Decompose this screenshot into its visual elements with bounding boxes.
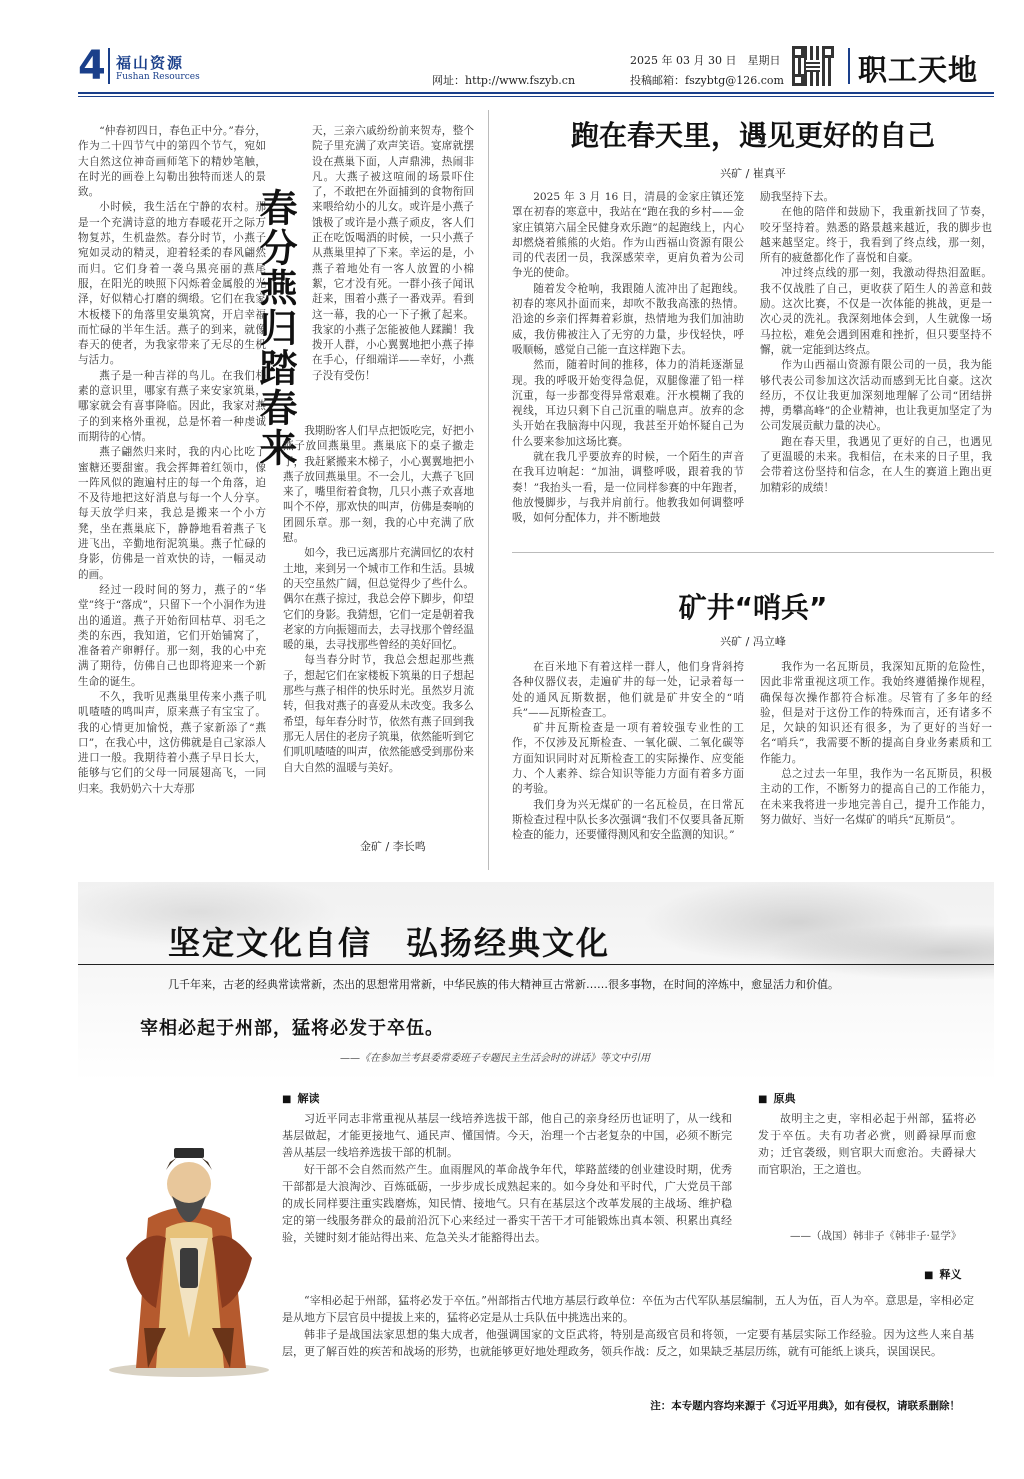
article3-paragraph: 矿井瓦斯检查是一项有着较强专业性的工作，不仅涉及瓦斯检查、一氧化碳、二氧化碳等方面知识同时对瓦斯检查工的实际操作、应变能力、个人素养、综合知识等能力方面有着多方面的考验。 — [512, 722, 744, 796]
article-divider — [512, 552, 994, 553]
article3-paragraph: 我们身为兴无煤矿的一名瓦检员，在日常瓦斯检查过程中队长多次强调“我们不仅要具备瓦斯检查的能力，还要懂得测风和安全监测的知识。” — [512, 798, 744, 842]
original-source: ——（战国）韩非子《韩非子·显学》 — [790, 1230, 962, 1242]
article3-title: 矿井“哨兵” — [678, 591, 828, 624]
article3-column2 — [760, 660, 992, 860]
paper-name: 福山资源 — [116, 54, 185, 72]
article2-column1 — [512, 190, 744, 535]
explain-text — [282, 1292, 974, 1360]
article2-author: 兴矿 / 崔真平 — [720, 167, 786, 180]
interpret-heading: ■ 解读 — [282, 1090, 319, 1106]
explain-heading: ■ 释义 — [924, 1266, 961, 1282]
article1-paragraph: 天，三亲六戚纷纷前来贺寿，整个院子里充满了欢声笑语。宴席就摆设在燕巢下面，人声鼎沸，热闹非凡。大燕子被这喧闹的场景吓住了，不敢把在外面捕到的食物衔回来喂给幼小的儿女。或许是小燕子饿极了或许是小燕子顽皮，客人们正在吃饭喝酒的时候，一只小燕子从燕巢里掉了下来。幸运的是，小燕子着地处有一客人放置的小棉絮，它才没有死。一群小孩子闻讯赶来，围着小燕子一番戏弄。看到这一幕，我的心一下子揪了起来。我家的小燕子怎能被他人蹂躏！我拨开人群，小心翼翼地把小燕子捧在手心，仔细端详——幸好，小燕子没有受伤！ — [312, 125, 474, 382]
article1-paragraph: “仲春初四日，春色正中分。”春分，作为二十四节气中的第四个节气，宛如大自然这位神奇画师笔下的精妙笔触，在时光的画卷上勾勒出独特而迷人的景致。 — [78, 125, 266, 199]
article1-paragraph: 我期盼客人们早点把饭吃完，好把小燕子放回燕巢里。燕巢底下的桌子撤走了，我赶紧搬来木梯子，小心翼翼地把小燕子放回燕巢里。不一会儿，大燕子飞回来了，嘴里衔着食物，几只小燕子欢喜地叫个不停，那欢快的叫声，仿佛是奏响的团圆乐章。那一刻，我的心中充满了欣慰。 — [283, 425, 474, 545]
feature-quote: 宰相必起于州部，猛将必发于卒伍。 — [140, 1018, 444, 1039]
article3-column1 — [512, 660, 744, 860]
article1-paragraph: 不久，我听见燕巢里传来小燕子叽叽喳喳的鸣叫声，原来燕子有宝宝了。我的心情更加愉悦，燕子家新添了“燕口”，在我心中，这仿佛就是自己家添人进口一般。我期待着小燕子早日长大，能够与它们的父母一同展翅高飞，一同归来。我奶奶六十大寿那 — [78, 690, 266, 795]
column-divider — [488, 110, 489, 870]
article2-paragraph: 励我坚持下去。 — [760, 191, 835, 203]
article1-paragraph: 燕子是一种吉祥的鸟儿。在我们朴素的意识里，哪家有燕子来安家筑巢，哪家就会有喜事降临。因此，我家对燕子的到来格外重视，总是怀着一种虔诚而期待的心情。 — [78, 369, 266, 443]
article3-paragraph: 在百米地下有着这样一群人，他们身背斜挎各种仪器仪表，走遍矿井的每一处，记录着每一处的通风瓦斯数据，他们就是矿井安全的“哨兵”——瓦斯检查工。 — [512, 661, 744, 719]
interpret-paragraph: 好干部不会自然而然产生。血雨腥风的革命战争年代，筚路蓝缕的创业建设时期，优秀干部都是大浪淘沙、百炼砥砺，一步步成长成熟起来的。如今身处和平时代，广大党员干部的成长同样要注重实践磨炼，知民情、接地气。只有在基层这个改革发展的主战场、维护稳定的第一线服务群众的最前沿沉下心来经过一番实干苦干才可能锻炼出真本领、积累出真经验，关键时刻才能站得出来、危急关头才能豁得出去。 — [282, 1163, 732, 1244]
scholar-figure-illustration — [96, 1078, 282, 1378]
article1-column2-top — [312, 124, 474, 424]
section-title: 职工天地 — [858, 53, 979, 87]
article2-paragraph: 跑在春天里，我遇见了更好的自己，也遇见了更温暖的未来。我相信，在未来的日子里，我会带着这份坚持和信念，在人生的赛道上跑出更加精彩的成绩！ — [760, 435, 992, 494]
article2-paragraph: 冲过终点线的那一刻，我激动得热泪盈眶。我不仅战胜了自己，更收获了陌生人的善意和鼓励。这次比赛，不仅是一次体能的挑战，更是一次心灵的洗礼。我深刻地体会到，人生就像一场马拉松，难免会遇到困难和挫折，但只要坚持不懈，就一定能到达终点。 — [760, 267, 992, 356]
article3-author: 兴矿 / 冯立峰 — [720, 635, 786, 648]
article2-paragraph: 然而，随着时间的推移，体力的消耗逐渐显现。我的呼吸开始变得急促，双腿像灌了铅一样沉重，每一步都变得异常艰难。汗水模糊了我的视线，耳边只剩下自己沉重的喘息声。放弃的念头开始在我脑海中闪现，我甚至开始怀疑自己为什么要来参加这场比赛。 — [512, 359, 744, 448]
original-paragraph: 故明主之吏，宰相必起于州部，猛将必发于卒伍。夫有功者必赏，则爵禄厚而愈劝；迁官袭级，则官职大而愈治。夫爵禄大而官职治，王之道也。 — [758, 1112, 976, 1176]
qr-code-icon — [792, 46, 834, 86]
page-number-divider — [108, 48, 110, 84]
explain-paragraph: 韩非子是战国法家思想的集大成者，他强调国家的文臣武将，特别是高级官员和将领，一定要有基层实际工作经验。因为这些人来自基层，更了解百姓的疾苦和战场的形势，也就能够更好地处理政务，领兵作战：反之，如果缺乏基层历练，就有可能纸上谈兵，误国误民。 — [282, 1328, 974, 1358]
article1-paragraph: 燕子翩然归来时，我的内心比吃了蜜糖还要甜蜜。我会挥舞着红领巾，像一阵风似的跑遍村庄的每一个角落，迫不及待地把这好消息与每一个人分享。每天放学归来，我总是搬来一个小方凳，坐在燕巢底下，静静地看着燕子飞进飞出，辛勤地衔泥筑巢。燕子忙碌的身影，仿佛是一首欢快的诗，一幅灵动的画。 — [78, 446, 266, 581]
article3-paragraph: 我作为一名瓦斯员，我深知瓦斯的危险性，因此非常重视这项工作。我始终遵循操作规程，确保每次操作都符合标准。尽管有了多年的经验，但是对于这份工作的特殊而言，还有诸多不足，欠缺的知识还有很多，为了更好的当好一名“哨兵”，我需要不断的提高自身业务素质和工作能力。 — [760, 661, 992, 765]
original-heading: ■ 原典 — [758, 1090, 795, 1106]
email: 投稿邮箱：fszybtg@126.com — [630, 74, 784, 87]
masthead — [78, 43, 994, 92]
article1-column2-bottom — [283, 424, 474, 834]
article1-paragraph: 每当春分时节，我总会想起那些燕子，想起它们在家楼板下筑巢的日子想起那些与燕子相伴的快乐时光。虽然岁月流转，但我对燕子的喜爱从未改变。我多么希望，每年春分时节，依然有燕子回到我那无人居住的老房子筑巢，依然能听到它们叽叽喳喳的叫声，依然能感受到那份来自大自然的温暖与美好。 — [283, 654, 474, 774]
article2-column2 — [760, 190, 992, 535]
article2-paragraph: 随着发令枪响，我跟随人流冲出了起跑线。初春的寒风扑面而来，却吹不散我高涨的热情。沿途的乡亲们挥舞着彩旗，热情地为我们加油助威，我仿佛被注入了无穷的力量，步伐轻快，呼吸顺畅，感觉自己能一直这样跑下去。 — [512, 282, 744, 356]
article2-paragraph: 在他的陪伴和鼓励下，我重新找回了节奏，咬牙坚持着。熟悉的路景越来越近，我的脚步也越来越坚定。终于，我看到了终点线，那一刻，所有的疲惫都化作了喜悦和自豪。 — [760, 206, 992, 265]
explain-paragraph: “宰相必起于州部，猛将必发于卒伍。”州部指古代地方基层行政单位：卒伍为古代军队基层编制，五人为伍，百人为卒。意思是，宰相必定是从地方下层官员中提拔上来的，猛将必定是从士兵队伍中挑选出来的。 — [282, 1294, 974, 1324]
feature-title-underline — [78, 964, 994, 965]
article1-paragraph: 经过一段时间的努力，燕子的“华堂”终于“落成”，只留下一个小洞作为进出的通道。燕子开始衔回枯草、羽毛之类的东西，我知道，它们开始铺窝了，准备着产卵孵仔。那一刻，我的心中充满了期待，仿佛自己也即将迎来一个新生命的诞生。 — [78, 583, 266, 688]
original-text — [758, 1110, 976, 1178]
article2-paragraph: 作为山西福山资源有限公司的一员，我为能够代表公司参加这次活动而感到无比自豪。这次经历，不仅让我更加深刻地理解了公司“团结拼搏，勇攀高峰”的企业精神，也让我更加坚定了为公司发展贡献力量的决心。 — [760, 359, 992, 433]
article3-paragraph: 总之过去一年里，我作为一名瓦斯员，积极主动的工作，不断努力的提高自己的工作能力，在未来我将进一步地完善自己，提升工作能力，努力做好、当好一名煤矿的哨兵“瓦斯员”。 — [760, 768, 992, 826]
feature-subtitle: 几千年来，古老的经典常读常新，杰出的思想常用常新，中华民族的伟大精神亘古常新……很多事物，在时间的淬炼中，愈显活力和价值。 — [168, 978, 839, 991]
website: 网址：http://www.fszyb.cn — [432, 74, 576, 87]
feature-quote-source: ——《在参加兰考县委常委班子专题民主生活会时的讲话》等文中引用 — [340, 1053, 650, 1064]
section-divider — [848, 48, 850, 84]
article1-title: 春分燕归踏春来 — [253, 188, 297, 468]
interpret-text — [282, 1110, 732, 1246]
page-number: 4 — [78, 43, 106, 89]
feature-title: 坚定文化自信 弘扬经典文化 — [168, 924, 611, 962]
article1-paragraph: 小时候，我生活在宁静的农村。那是一个充满诗意的地方春暖花开之际万物复苏，生机盎然。春分时节，小燕子宛如灵动的精灵，迎着轻柔的春风翩然而归。它们身着一袭乌黑亮丽的燕尾服，在阳光的映照下闪烁着金属般的光泽，好似精心打磨的绸缎。它们在我家木板楼下的角落里安巢筑窝，开启幸福而忙碌的半年生活。燕子的到来，就像春天的使者，为我家带来了无尽的生机与活力。 — [78, 201, 266, 367]
issue-date: 2025 年 03 月 30 日 星期日 — [630, 54, 781, 67]
article1-author: 金矿 / 李长鸣 — [360, 840, 426, 853]
feature-panel — [78, 882, 994, 1386]
article1-column1 — [78, 124, 266, 864]
article2-paragraph: 2025 年 3 月 16 日，清晨的金家庄镇还笼罩在初春的寒意中，我站在“跑在我的乡村——金家庄镇第六届全民健身欢乐跑”的起跑线上，内心却燃烧着熊熊的火焰。作为山西福山资源有限公司的代表团一员，我深感荣幸，更肩负着为公司争光的使命。 — [512, 191, 744, 280]
article2-title: 跑在春天里，遇见更好的自己 — [570, 119, 935, 152]
article2-paragraph: 就在我几乎要放弃的时候，一个陌生的声音在我耳边响起：“加油，调整呼吸，跟着我的节奏！”我抬头一看，是一位同样参赛的中年跑者，他放慢脚步，与我并肩前行。他教我如何调整呼吸，如何分配体力，并不断地鼓 — [512, 451, 744, 525]
feature-note: 注：本专题内容均来源于《习近平用典》，如有侵权，请联系删除！ — [650, 1400, 960, 1412]
interpret-paragraph: 习近平同志非常重视从基层一线培养选拔干部，他自己的亲身经历也证明了，从一线和基层做起，才能更接地气、通民声、懂国情。今天，治理一个古老复杂的中国，必须不断完善从基层一线培养选拔干部的机制。 — [282, 1112, 732, 1159]
paper-name-en: Fushan Resources — [116, 72, 200, 82]
article1-paragraph: 如今，我已远离那片充满回忆的农村土地，来到另一个城市工作和生活。县城的天空虽然广阔，但总觉得少了些什么。偶尔在燕子掠过，我总会停下脚步，仰望它们的身影。我猜想，它们一定是朝着我老家的方向振翅而去，去寻找那个曾经温暖的巢，去寻找那些曾经的美好回忆。 — [283, 547, 474, 652]
